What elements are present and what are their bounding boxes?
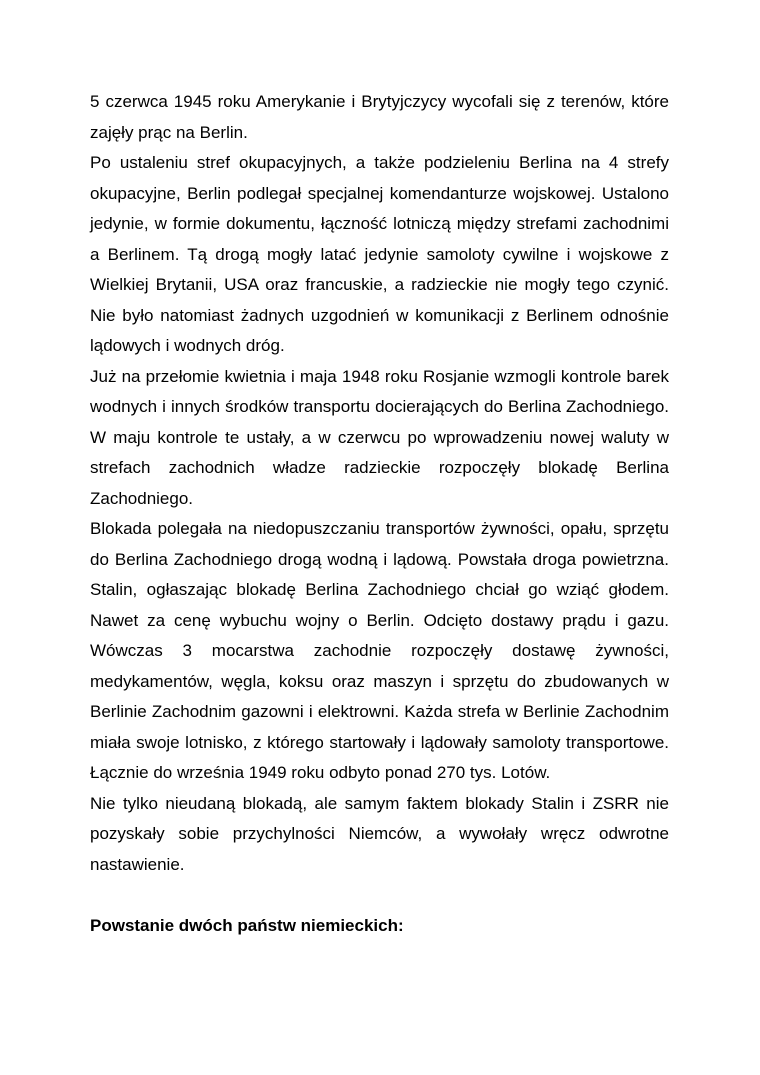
paragraph-occupation-zones: Po ustaleniu stref okupacyjnych, a także podzieleniu Berlina na 4 strefy okupacyjne, Berlin podlegał specjalnej komendanturze wojskowej. Ustalono jedynie, w formie dokumentu, łączność lotniczą między strefami zachodnimi a Berlinem. Tą drogą mogły latać jedynie samoloty cywilne i wojskowe z Wielkiej Brytanii, USA oraz francuskie, a radzieckie nie mogły tego czynić. Nie było natomiast żadnych uzgodnień w komunikacji z Berlinem odnośnie lądowych i wodnych dróg. [90,153,669,355]
document-page [90,87,669,942]
paragraph-consequences: Nie tylko nieudaną blokadą, ale samym faktem blokady Stalin i ZSRR nie pozyskały sobie przychylności Niemców, a wywołały wręcz odwrotne nastawienie. [90,793,669,874]
paragraph-evacuation: 5 czerwca 1945 roku Amerykanie i Brytyjczycy wycofali się z terenów, które zajęły prąc na Berlin. [90,92,669,142]
paragraph-airlift: Blokada polegała na niedopuszczaniu transportów żywności, opału, sprzętu do Berlina Zachodniego drogą wodną i lądową. Powstała droga powietrzna. Stalin, ogłaszając blokadę Berlina Zachodniego chciał go wziąć głodem. Nawet za cenę wybuchu wojny o Berlin. Odcięto dostawy prądu i gazu. Wówczas 3 mocarstwa zachodnie rozpoczęły dostawę żywności, medykamentów, węgla, koksu oraz maszyn i sprzętu do zbudowanych w Berlinie Zachodnim gazowni i elektrowni. Każda strefa w Berlinie Zachodnim miała swoje lotnisko, z którego startowały i lądowały samoloty transportowe. Łącznie do września 1949 roku odbyto ponad 270 tys. Lotów. [90,519,669,782]
paragraph-blockade-start: Już na przełomie kwietnia i maja 1948 roku Rosjanie wzmogli kontrole barek wodnych i innych środków transportu docierających do Berlina Zachodniego. W maju kontrole te ustały, a w czerwcu po wprowadzeniu nowej waluty w strefach zachodnich władze radzieckie rozpoczęły blokadę Berlina Zachodniego. [90,366,669,508]
section-heading: Powstanie dwóch państw niemieckich: [90,916,404,935]
